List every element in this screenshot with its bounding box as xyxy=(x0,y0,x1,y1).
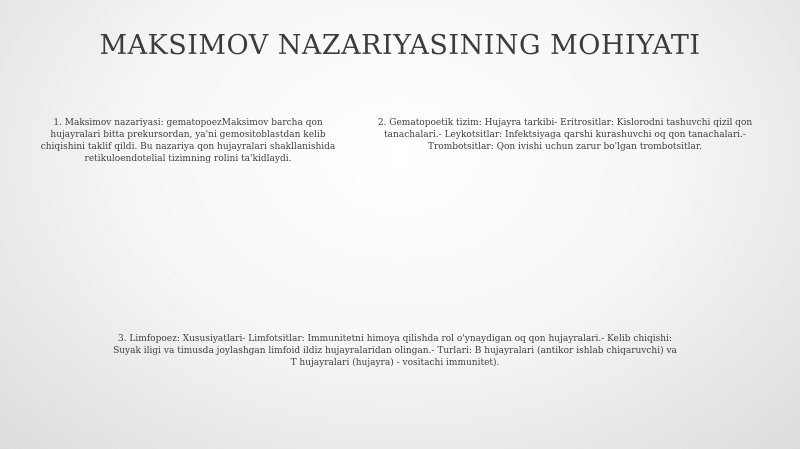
text-block-hematopoietic-system: 2. Gematopoetik tizim: Hujayra tarkibi- Eritrositlar: Kislorodni tashuvchi qizil qon tanachalari.- Leykotsitlar: Infektsiyaga qarshi kurashuvchi oq qon tanachalari.- Trombotsitlar: Qon ivishi uchun zarur bo'lgan trombotsitlar. xyxy=(377,118,753,152)
slide-title: MAKSIMOV NAZARIYASINING MOHIYATI xyxy=(99,30,701,61)
text-block-lymphopoiesis: 3. Limfopoez: Xususiyatlari- Limfotsitlar: Immunitetni himoya qilishda rol o'ynaydigan oq qon hujayralari.- Kelib chiqishi: Suyak iligi va timusda joylashgan limfoid ildiz hujayralaridan olingan.- Turlari: B hujayralari (antikor ishlab chiqaruvchi) va T hujayralari (hujayra) - vositachi immunitet). xyxy=(113,334,677,368)
text-block-maksimov-theory: 1. Maksimov nazariyasi: gematopoezMaksimov barcha qon hujayralari bitta prekursordan, ya'ni gemositoblastdan kelib chiqishini taklif qildi. Bu nazariya qon hujayralari shakllanishida retikuloendotelial tizimning rolini ta'kidlaydi. xyxy=(40,118,336,164)
